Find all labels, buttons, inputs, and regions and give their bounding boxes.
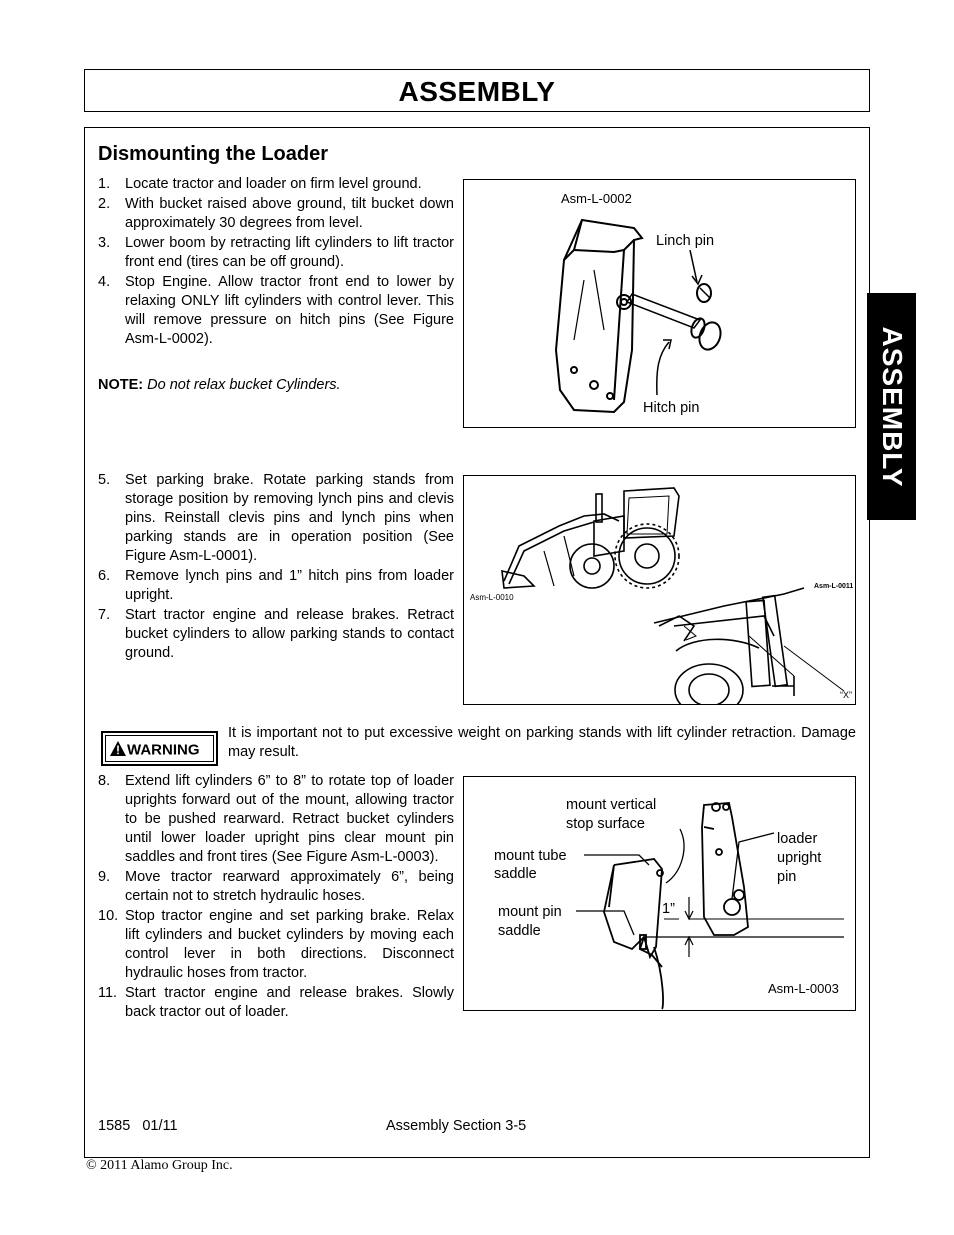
step-text: Remove lynch pins and 1” hitch pins from loader upright.	[125, 568, 454, 603]
step-text: Move tractor rearward approximately 6”, being certain not to stretch hydraulic hoses.	[125, 869, 454, 904]
warning-text: It is important not to put excessive weight on parking stands with lift cylinder retraction. Damage may result.	[228, 725, 856, 760]
step-text: Extend lift cylinders 6” to 8” to rotate top of loader uprights forward out of the mount, allowing tractor to be pushed rearward. Retract bucket cylinders until lower loader upright pins clear mount pin saddles and front tires (See Figure Asm-L-0003).	[125, 773, 454, 865]
copyright: © 2011 Alamo Group Inc.	[86, 1158, 233, 1173]
figure-asm-l-0003	[463, 776, 856, 1011]
mount-tube-label-line2: saddle	[494, 866, 537, 882]
steps-group-c	[98, 772, 454, 1022]
note	[98, 377, 341, 393]
step-item	[98, 772, 454, 867]
x-dimension-label: “X”	[840, 690, 852, 700]
header-banner	[84, 69, 870, 112]
figure-id-right: Asm-L-0011	[814, 583, 854, 590]
dimension-label: 1”	[662, 901, 675, 917]
step-text: Lower boom by retracting lift cylinders to lift tractor front end (tires can be off ground).	[125, 235, 454, 270]
step-number: 9.	[98, 869, 111, 885]
figure-id: Asm-L-0003	[768, 981, 839, 996]
note-label: NOTE:	[98, 377, 144, 393]
hitch-pin-label: Hitch pin	[643, 400, 700, 416]
step-number: 2.	[98, 196, 111, 212]
side-tab	[867, 293, 916, 520]
step-number: 4.	[98, 274, 111, 290]
step-item	[98, 471, 454, 566]
step-number: 1.	[98, 176, 111, 192]
figure-asm-l-0002	[463, 179, 856, 428]
step-text: With bucket raised above ground, tilt bucket down approximately 30 degrees from level.	[125, 196, 454, 231]
step-number: 11.	[98, 985, 118, 1001]
figure-asm-l-0010-0011	[463, 475, 856, 705]
step-item	[98, 907, 454, 983]
page-header-title: ASSEMBLY	[398, 76, 556, 107]
steps-group-b	[98, 471, 454, 663]
hitch-pin-illustration	[464, 180, 855, 427]
steps-group-a	[98, 175, 454, 349]
step-text: Start tractor engine and release brakes. Slowly back tractor out of loader.	[125, 985, 454, 1020]
footer-model-date: 1585 01/11	[98, 1118, 178, 1134]
warning-badge	[101, 731, 218, 766]
mount-pin-label-line2: saddle	[498, 923, 541, 939]
step-item	[98, 984, 454, 1022]
step-item	[98, 606, 454, 663]
linch-pin-label: Linch pin	[656, 233, 715, 249]
step-text: Locate tractor and loader on firm level ground.	[125, 176, 422, 192]
step-text: Stop Engine. Allow tractor front end to lower by relaxing ONLY lift cylinders with control lever. This will remove pressure on hitch pins (See Figure Asm-L-0002).	[125, 274, 454, 347]
side-tab-label: ASSEMBLY	[876, 325, 908, 488]
step-text: Stop tractor engine and set parking brake. Relax lift cylinders and bucket cylinders by moving each control lever in both directions. Disconnect hydraulic hoses from tractor.	[125, 908, 454, 981]
step-item	[98, 175, 454, 194]
step-text: Start tractor engine and release brakes. Retract bucket cylinders to allow parking stands to contact ground.	[125, 607, 454, 661]
step-number: 8.	[98, 773, 111, 789]
note-text: Do not relax bucket Cylinders.	[147, 377, 341, 393]
figure-id: Asm-L-0002	[561, 191, 632, 206]
mount-vertical-label-line2: stop surface	[566, 816, 645, 832]
step-item	[98, 868, 454, 906]
step-text: Set parking brake. Rotate parking stands from storage position by removing lynch pins and clevis pins. Reinstall clevis pins and lynch pins when parking stands are in operation position (See Figure Asm-L-0001).	[125, 472, 454, 564]
loader-upright-label-line2: upright	[777, 850, 822, 866]
warning-triangle-icon	[106, 736, 213, 761]
tractor-illustration	[464, 476, 855, 704]
mount-saddle-illustration	[464, 777, 855, 1010]
step-item	[98, 273, 454, 349]
step-number: 6.	[98, 568, 111, 584]
step-number: 7.	[98, 607, 111, 623]
step-item	[98, 195, 454, 233]
step-number: 5.	[98, 472, 111, 488]
step-number: 3.	[98, 235, 111, 251]
mount-tube-label-line1: mount tube	[494, 848, 567, 864]
step-number: 10.	[98, 908, 119, 924]
step-item	[98, 234, 454, 272]
section-title: Dismounting the Loader	[98, 143, 328, 165]
loader-upright-label-line1: loader	[777, 831, 818, 847]
mount-vertical-label-line1: mount vertical	[566, 797, 657, 813]
mount-pin-label-line1: mount pin	[498, 904, 562, 920]
warning-badge-label: WARNING	[127, 741, 200, 759]
footer-section: Assembly Section 3-5	[386, 1118, 527, 1134]
figure-id-left: Asm-L-0010	[470, 593, 514, 602]
loader-upright-label-line3: pin	[777, 869, 797, 885]
step-item	[98, 567, 454, 605]
